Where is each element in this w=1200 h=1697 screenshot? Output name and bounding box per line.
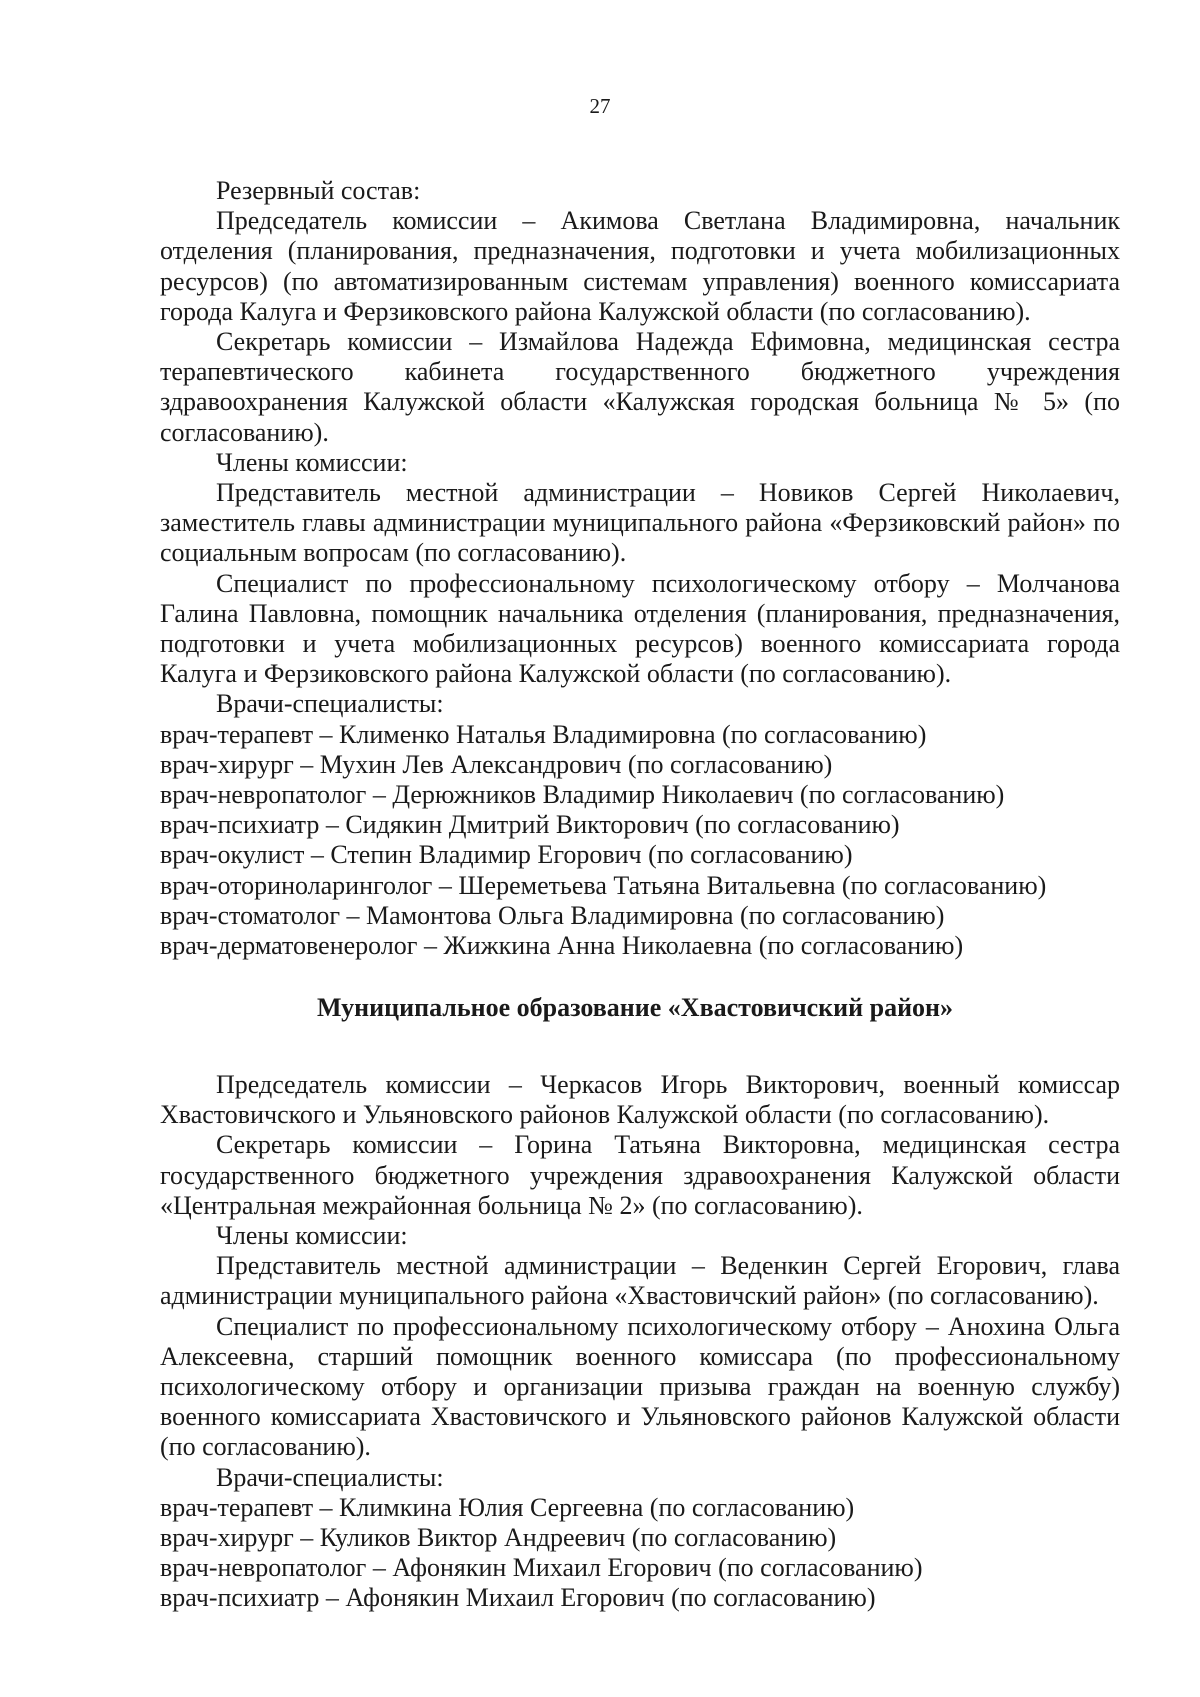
page-number: 27 <box>589 94 611 118</box>
commission-members-label: Члены комиссии: <box>216 1221 408 1251</box>
commission-chairman-paragraph: Председатель комиссии – Черкасов Игорь Викторович, военный комиссар Хвастовичского и Ульяновского районов Калужской области (по согласованию). <box>160 1070 1120 1130</box>
section-heading: Муниципальное образование «Хвастовичский район» <box>316 993 954 1022</box>
khvastovichi-section <box>160 1070 1120 1614</box>
doctor-list-item: врач-хирург – Куликов Виктор Андреевич (по согласованию) <box>160 1523 837 1553</box>
doctor-list-item: врач-окулист – Степин Владимир Егорович (по согласованию) <box>160 840 853 870</box>
reserve-composition-section <box>160 176 1120 961</box>
commission-secretary-paragraph: Секретарь комиссии – Горина Татьяна Викторовна, медицинская сестра государственного бюджетного учреждения здравоохранения Калужской области «Центральная межрайонная больница № 2» (по согласованию). <box>160 1130 1120 1220</box>
admin-representative-paragraph: Представитель местной администрации – Веденкин Сергей Егорович, глава администрации муниципального района «Хвастовичский район» (по согласованию). <box>160 1251 1120 1311</box>
commission-members-label: Члены комиссии: <box>216 447 408 477</box>
doctor-list-item: врач-оториноларинголог – Шереметьева Татьяна Витальевна (по согласованию) <box>160 870 1047 900</box>
doctor-list-item: врач-стоматолог – Мамонтова Ольга Владимировна (по согласованию) <box>160 900 945 930</box>
doctors-specialists-label: Врачи-специалисты: <box>216 689 444 719</box>
doctors-specialists-label: Врачи-специалисты: <box>216 1462 444 1492</box>
doctor-list-item: врач-психиатр – Сидякин Дмитрий Викторович (по согласованию) <box>160 810 900 840</box>
psych-specialist-paragraph: Специалист по профессиональному психологическому отбору – Молчанова Галина Павловна, помощник начальника отделения (планирования, предназначения, подготовки и учета мобилизационных ресурсов) военного комиссариата города Калуга и Ферзиковского района Калужской области (по согласованию). <box>160 568 1120 689</box>
doctor-list-item: врач-хирург – Мухин Лев Александрович (по согласованию) <box>160 749 833 779</box>
doctor-list-item: врач-невропатолог – Афонякин Михаил Егорович (по согласованию) <box>160 1553 923 1583</box>
doctor-list-item: врач-терапевт – Клименко Наталья Владимировна (по согласованию) <box>160 719 927 749</box>
admin-representative-paragraph: Представитель местной администрации – Новиков Сергей Николаевич, заместитель главы администрации муниципального района «Ферзиковский район» по социальным вопросам (по согласованию). <box>160 478 1120 568</box>
psych-specialist-paragraph: Специалист по профессиональному психологическому отбору – Анохина Ольга Алексеевна, старший помощник военного комиссара (по профессиональному психологическому отбору и организации призыва граждан на военную службу) военного комиссариата Хвастовичского и Ульяновского районов Калужской области (по согласованию). <box>160 1311 1120 1462</box>
doctor-list-item: врач-дерматовенеролог – Жижкина Анна Николаевна (по согласованию) <box>160 931 964 961</box>
doctor-list-item: врач-психиатр – Афонякин Михаил Егорович (по согласованию) <box>160 1583 876 1613</box>
reserve-composition-label: Резервный состав: <box>216 176 421 205</box>
commission-secretary-paragraph: Секретарь комиссии – Измайлова Надежда Ефимовна, медицинская сестра терапевтического кабинета государственного бюджетного учреждения здравоохранения Калужской области «Калужская городская больница № 5» (по согласованию). <box>160 327 1120 447</box>
commission-chairman-paragraph: Председатель комиссии – Акимова Светлана Владимировна, начальник отделения (планирования, предназначения, подготовки и учета мобилизационных ресурсов) (по автоматизированным системам управления) военного комиссариата города Калуга и Ферзиковского района Калужской области (по согласованию). <box>160 206 1120 326</box>
doctor-list-item: врач-терапевт – Климкина Юлия Сергеевна (по согласованию) <box>160 1492 855 1522</box>
doctor-list-item: врач-невропатолог – Дерюжников Владимир Николаевич (по согласованию) <box>160 780 1005 810</box>
